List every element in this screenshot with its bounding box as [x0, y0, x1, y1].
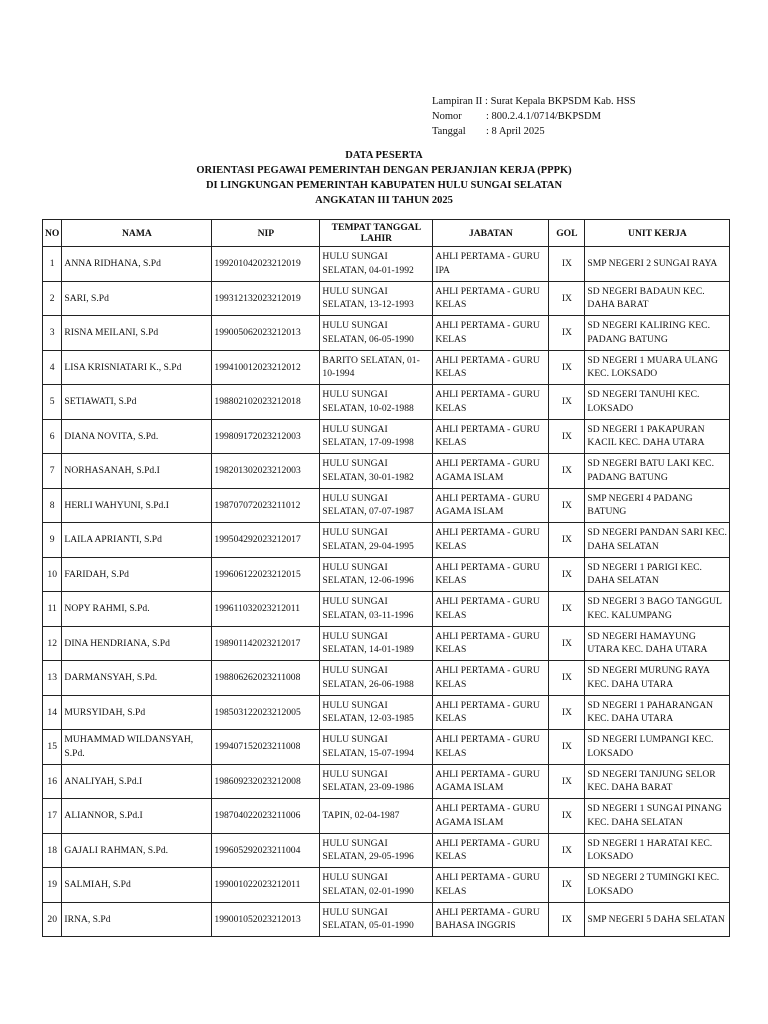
cell-jabatan: AHLI PERTAMA - GURU BAHASA INGGRIS — [433, 902, 549, 937]
col-header-gol: GOL — [549, 220, 585, 247]
cell-nip: 199312132023212019 — [212, 281, 320, 316]
table-body — [43, 247, 730, 937]
cell-ttl: HULU SUNGAI SELATAN, 06-05-1990 — [320, 316, 433, 351]
table-row — [43, 419, 730, 454]
cell-no: 6 — [43, 419, 62, 454]
cell-jabatan: AHLI PERTAMA - GURU KELAS — [433, 419, 549, 454]
cell-ttl: HULU SUNGAI SELATAN, 29-05-1996 — [320, 833, 433, 868]
cell-unit: SD NEGERI 1 HARATAI KEC. LOKSADO — [585, 833, 730, 868]
cell-nama: HERLI WAHYUNI, S.Pd.I — [62, 488, 212, 523]
title-line-3: DI LINGKUNGAN PEMERINTAH KABUPATEN HULU SUNGAI SELATAN — [205, 180, 563, 191]
cell-jabatan: AHLI PERTAMA - GURU KELAS — [433, 350, 549, 385]
tanggal-line — [432, 124, 636, 139]
cell-unit: SD NEGERI 1 PAKAPURAN KACIL KEC. DAHA UTARA — [585, 419, 730, 454]
cell-gol: IX — [549, 454, 585, 489]
cell-unit: SD NEGERI TANUHI KEC. LOKSADO — [585, 385, 730, 420]
cell-unit: SD NEGERI BADAUN KEC. DAHA BARAT — [585, 281, 730, 316]
cell-ttl: HULU SUNGAI SELATAN, 26-06-1988 — [320, 661, 433, 696]
table-row — [43, 316, 730, 351]
cell-gol: IX — [549, 350, 585, 385]
cell-nama: LISA KRISNIATARI K., S.Pd — [62, 350, 212, 385]
cell-unit: SD NEGERI 2 TUMINGKI KEC. LOKSADO — [585, 868, 730, 903]
cell-nip: 198609232023212008 — [212, 764, 320, 799]
cell-gol: IX — [549, 316, 585, 351]
cell-nama: ALIANNOR, S.Pd.I — [62, 799, 212, 834]
cell-ttl: HULU SUNGAI SELATAN, 12-03-1985 — [320, 695, 433, 730]
cell-jabatan: AHLI PERTAMA - GURU KELAS — [433, 316, 549, 351]
title-line-4: ANGKATAN III TAHUN 2025 — [315, 195, 453, 206]
cell-unit: SD NEGERI 3 BAGO TANGGUL KEC. KALUMPANG — [585, 592, 730, 627]
cell-nip: 199407152023211008 — [212, 730, 320, 765]
cell-nama: GAJALI RAHMAN, S.Pd. — [62, 833, 212, 868]
cell-gol: IX — [549, 557, 585, 592]
cell-jabatan: AHLI PERTAMA - GURU KELAS — [433, 557, 549, 592]
cell-unit: SD NEGERI HAMAYUNG UTARA KEC. DAHA UTARA — [585, 626, 730, 661]
cell-nama: SALMIAH, S.Pd — [62, 868, 212, 903]
cell-unit: SD NEGERI 1 SUNGAI PINANG KEC. DAHA SELATAN — [585, 799, 730, 834]
cell-jabatan: AHLI PERTAMA - GURU KELAS — [433, 592, 549, 627]
cell-gol: IX — [549, 902, 585, 937]
cell-unit: SD NEGERI 1 PARIGI KEC. DAHA SELATAN — [585, 557, 730, 592]
cell-gol: IX — [549, 592, 585, 627]
cell-gol: IX — [549, 833, 585, 868]
table-row — [43, 247, 730, 282]
cell-no: 16 — [43, 764, 62, 799]
cell-gol: IX — [549, 764, 585, 799]
cell-nama: DARMANSYAH, S.Pd. — [62, 661, 212, 696]
cell-ttl: HULU SUNGAI SELATAN, 13-12-1993 — [320, 281, 433, 316]
cell-no: 1 — [43, 247, 62, 282]
cell-ttl: HULU SUNGAI SELATAN, 12-06-1996 — [320, 557, 433, 592]
cell-nip: 199001022023212011 — [212, 868, 320, 903]
cell-nama: SETIAWATI, S.Pd — [62, 385, 212, 420]
cell-ttl: HULU SUNGAI SELATAN, 05-01-1990 — [320, 902, 433, 937]
cell-ttl: HULU SUNGAI SELATAN, 04-01-1992 — [320, 247, 433, 282]
cell-no: 4 — [43, 350, 62, 385]
cell-nip: 199504292023212017 — [212, 523, 320, 558]
cell-nip: 199410012023212012 — [212, 350, 320, 385]
table-row — [43, 454, 730, 489]
table-row — [43, 661, 730, 696]
cell-ttl: HULU SUNGAI SELATAN, 14-01-1989 — [320, 626, 433, 661]
table-row — [43, 385, 730, 420]
cell-gol: IX — [549, 626, 585, 661]
cell-nip: 198201302023212003 — [212, 454, 320, 489]
cell-unit: SD NEGERI BATU LAKI KEC. PADANG BATUNG — [585, 454, 730, 489]
cell-no: 5 — [43, 385, 62, 420]
cell-nip: 198806262023211008 — [212, 661, 320, 696]
cell-jabatan: AHLI PERTAMA - GURU KELAS — [433, 523, 549, 558]
cell-unit: SMP NEGERI 5 DAHA SELATAN — [585, 902, 730, 937]
cell-ttl: TAPIN, 02-04-1987 — [320, 799, 433, 834]
cell-gol: IX — [549, 281, 585, 316]
cell-ttl: HULU SUNGAI SELATAN, 30-01-1982 — [320, 454, 433, 489]
table-row — [43, 523, 730, 558]
cell-nama: RISNA MEILANI, S.Pd — [62, 316, 212, 351]
cell-unit: SD NEGERI MURUNG RAYA KEC. DAHA UTARA — [585, 661, 730, 696]
cell-nama: MUHAMMAD WILDANSYAH, S.Pd. — [62, 730, 212, 765]
cell-nama: DIANA NOVITA, S.Pd. — [62, 419, 212, 454]
cell-ttl: HULU SUNGAI SELATAN, 29-04-1995 — [320, 523, 433, 558]
cell-ttl: HULU SUNGAI SELATAN, 03-11-1996 — [320, 592, 433, 627]
cell-nama: FARIDAH, S.Pd — [62, 557, 212, 592]
title-line-2: ORIENTASI PEGAWAI PEMERINTAH DENGAN PERJANJIAN KERJA (PPPK) — [196, 165, 572, 176]
cell-ttl: HULU SUNGAI SELATAN, 07-07-1987 — [320, 488, 433, 523]
tanggal-label: Tanggal — [432, 126, 466, 137]
tanggal-value: : 8 April 2025 — [486, 126, 545, 137]
cell-nama: ANNA RIDHANA, S.Pd — [62, 247, 212, 282]
document-reference — [432, 94, 636, 139]
cell-no: 19 — [43, 868, 62, 903]
cell-no: 2 — [43, 281, 62, 316]
cell-jabatan: AHLI PERTAMA - GURU KELAS — [433, 730, 549, 765]
col-header-jabatan: JABATAN — [433, 220, 549, 247]
cell-nip: 199201042023212019 — [212, 247, 320, 282]
cell-no: 15 — [43, 730, 62, 765]
col-header-no: NO — [43, 220, 62, 247]
cell-no: 8 — [43, 488, 62, 523]
cell-unit: SD NEGERI 1 PAHARANGAN KEC. DAHA UTARA — [585, 695, 730, 730]
cell-ttl: HULU SUNGAI SELATAN, 02-01-1990 — [320, 868, 433, 903]
table-row — [43, 592, 730, 627]
col-header-nama: NAMA — [62, 220, 212, 247]
cell-gol: IX — [549, 868, 585, 903]
cell-no: 9 — [43, 523, 62, 558]
title-line-1: DATA PESERTA — [345, 150, 423, 161]
cell-jabatan: AHLI PERTAMA - GURU IPA — [433, 247, 549, 282]
cell-gol: IX — [549, 799, 585, 834]
cell-unit: SD NEGERI LUMPANGI KEC. LOKSADO — [585, 730, 730, 765]
cell-nip: 199005062023212013 — [212, 316, 320, 351]
cell-jabatan: AHLI PERTAMA - GURU AGAMA ISLAM — [433, 454, 549, 489]
cell-ttl: HULU SUNGAI SELATAN, 15-07-1994 — [320, 730, 433, 765]
cell-unit: SD NEGERI 1 MUARA ULANG KEC. LOKSADO — [585, 350, 730, 385]
table-row — [43, 488, 730, 523]
cell-nip: 198503122023212005 — [212, 695, 320, 730]
cell-gol: IX — [549, 730, 585, 765]
table-row — [43, 350, 730, 385]
table-header-row — [43, 220, 730, 247]
cell-nama: SARI, S.Pd — [62, 281, 212, 316]
table-row — [43, 557, 730, 592]
cell-nip: 198707072023211012 — [212, 488, 320, 523]
cell-nip: 199606122023212015 — [212, 557, 320, 592]
cell-nama: LAILA APRIANTI, S.Pd — [62, 523, 212, 558]
cell-ttl: HULU SUNGAI SELATAN, 10-02-1988 — [320, 385, 433, 420]
table-row — [43, 833, 730, 868]
cell-no: 7 — [43, 454, 62, 489]
table-row — [43, 626, 730, 661]
nomor-value: : 800.2.4.1/0714/BKPSDM — [486, 111, 601, 122]
cell-nama: NORHASANAH, S.Pd.I — [62, 454, 212, 489]
table-row — [43, 868, 730, 903]
col-header-ttl: TEMPAT TANGGAL LAHIR — [320, 220, 433, 247]
cell-unit: SD NEGERI KALIRING KEC. PADANG BATUNG — [585, 316, 730, 351]
cell-jabatan: AHLI PERTAMA - GURU AGAMA ISLAM — [433, 764, 549, 799]
cell-gol: IX — [549, 419, 585, 454]
cell-jabatan: AHLI PERTAMA - GURU KELAS — [433, 385, 549, 420]
cell-nama: ANALIYAH, S.Pd.I — [62, 764, 212, 799]
cell-nama: MURSYIDAH, S.Pd — [62, 695, 212, 730]
cell-nip: 198901142023212017 — [212, 626, 320, 661]
cell-no: 20 — [43, 902, 62, 937]
cell-gol: IX — [549, 523, 585, 558]
table-row — [43, 695, 730, 730]
cell-no: 12 — [43, 626, 62, 661]
cell-jabatan: AHLI PERTAMA - GURU KELAS — [433, 661, 549, 696]
cell-jabatan: AHLI PERTAMA - GURU KELAS — [433, 868, 549, 903]
table-row — [43, 730, 730, 765]
cell-unit: SMP NEGERI 4 PADANG BATUNG — [585, 488, 730, 523]
cell-no: 14 — [43, 695, 62, 730]
cell-no: 10 — [43, 557, 62, 592]
cell-nama: DINA HENDRIANA, S.Pd — [62, 626, 212, 661]
cell-unit: SD NEGERI PANDAN SARI KEC. DAHA SELATAN — [585, 523, 730, 558]
cell-nip: 199809172023212003 — [212, 419, 320, 454]
cell-gol: IX — [549, 247, 585, 282]
cell-gol: IX — [549, 661, 585, 696]
cell-jabatan: AHLI PERTAMA - GURU KELAS — [433, 833, 549, 868]
cell-unit: SD NEGERI TANJUNG SELOR KEC. DAHA BARAT — [585, 764, 730, 799]
cell-gol: IX — [549, 488, 585, 523]
cell-ttl: BARITO SELATAN, 01-10-1994 — [320, 350, 433, 385]
cell-no: 18 — [43, 833, 62, 868]
participants-table — [42, 219, 730, 937]
cell-ttl: HULU SUNGAI SELATAN, 23-09-1986 — [320, 764, 433, 799]
cell-no: 13 — [43, 661, 62, 696]
cell-jabatan: AHLI PERTAMA - GURU KELAS — [433, 626, 549, 661]
cell-nip: 199605292023211004 — [212, 833, 320, 868]
cell-no: 11 — [43, 592, 62, 627]
cell-jabatan: AHLI PERTAMA - GURU KELAS — [433, 281, 549, 316]
cell-no: 17 — [43, 799, 62, 834]
cell-nip: 199611032023212011 — [212, 592, 320, 627]
table-row — [43, 764, 730, 799]
cell-jabatan: AHLI PERTAMA - GURU KELAS — [433, 695, 549, 730]
table-row — [43, 281, 730, 316]
col-header-nip: NIP — [212, 220, 320, 247]
cell-unit: SMP NEGERI 2 SUNGAI RAYA — [585, 247, 730, 282]
cell-jabatan: AHLI PERTAMA - GURU AGAMA ISLAM — [433, 799, 549, 834]
cell-nama: NOPY RAHMI, S.Pd. — [62, 592, 212, 627]
cell-gol: IX — [549, 385, 585, 420]
cell-ttl: HULU SUNGAI SELATAN, 17-09-1998 — [320, 419, 433, 454]
col-header-unit: UNIT KERJA — [585, 220, 730, 247]
lampiran-line: Lampiran II : Surat Kepala BKPSDM Kab. HSS — [432, 96, 636, 107]
cell-gol: IX — [549, 695, 585, 730]
nomor-line — [432, 109, 636, 124]
cell-nip: 198704022023211006 — [212, 799, 320, 834]
cell-no: 3 — [43, 316, 62, 351]
table-row — [43, 902, 730, 937]
cell-nip: 198802102023212018 — [212, 385, 320, 420]
nomor-label: Nomor — [432, 111, 462, 122]
document-title — [0, 148, 768, 208]
cell-nip: 199001052023212013 — [212, 902, 320, 937]
cell-jabatan: AHLI PERTAMA - GURU AGAMA ISLAM — [433, 488, 549, 523]
table-row — [43, 799, 730, 834]
cell-nama: IRNA, S.Pd — [62, 902, 212, 937]
